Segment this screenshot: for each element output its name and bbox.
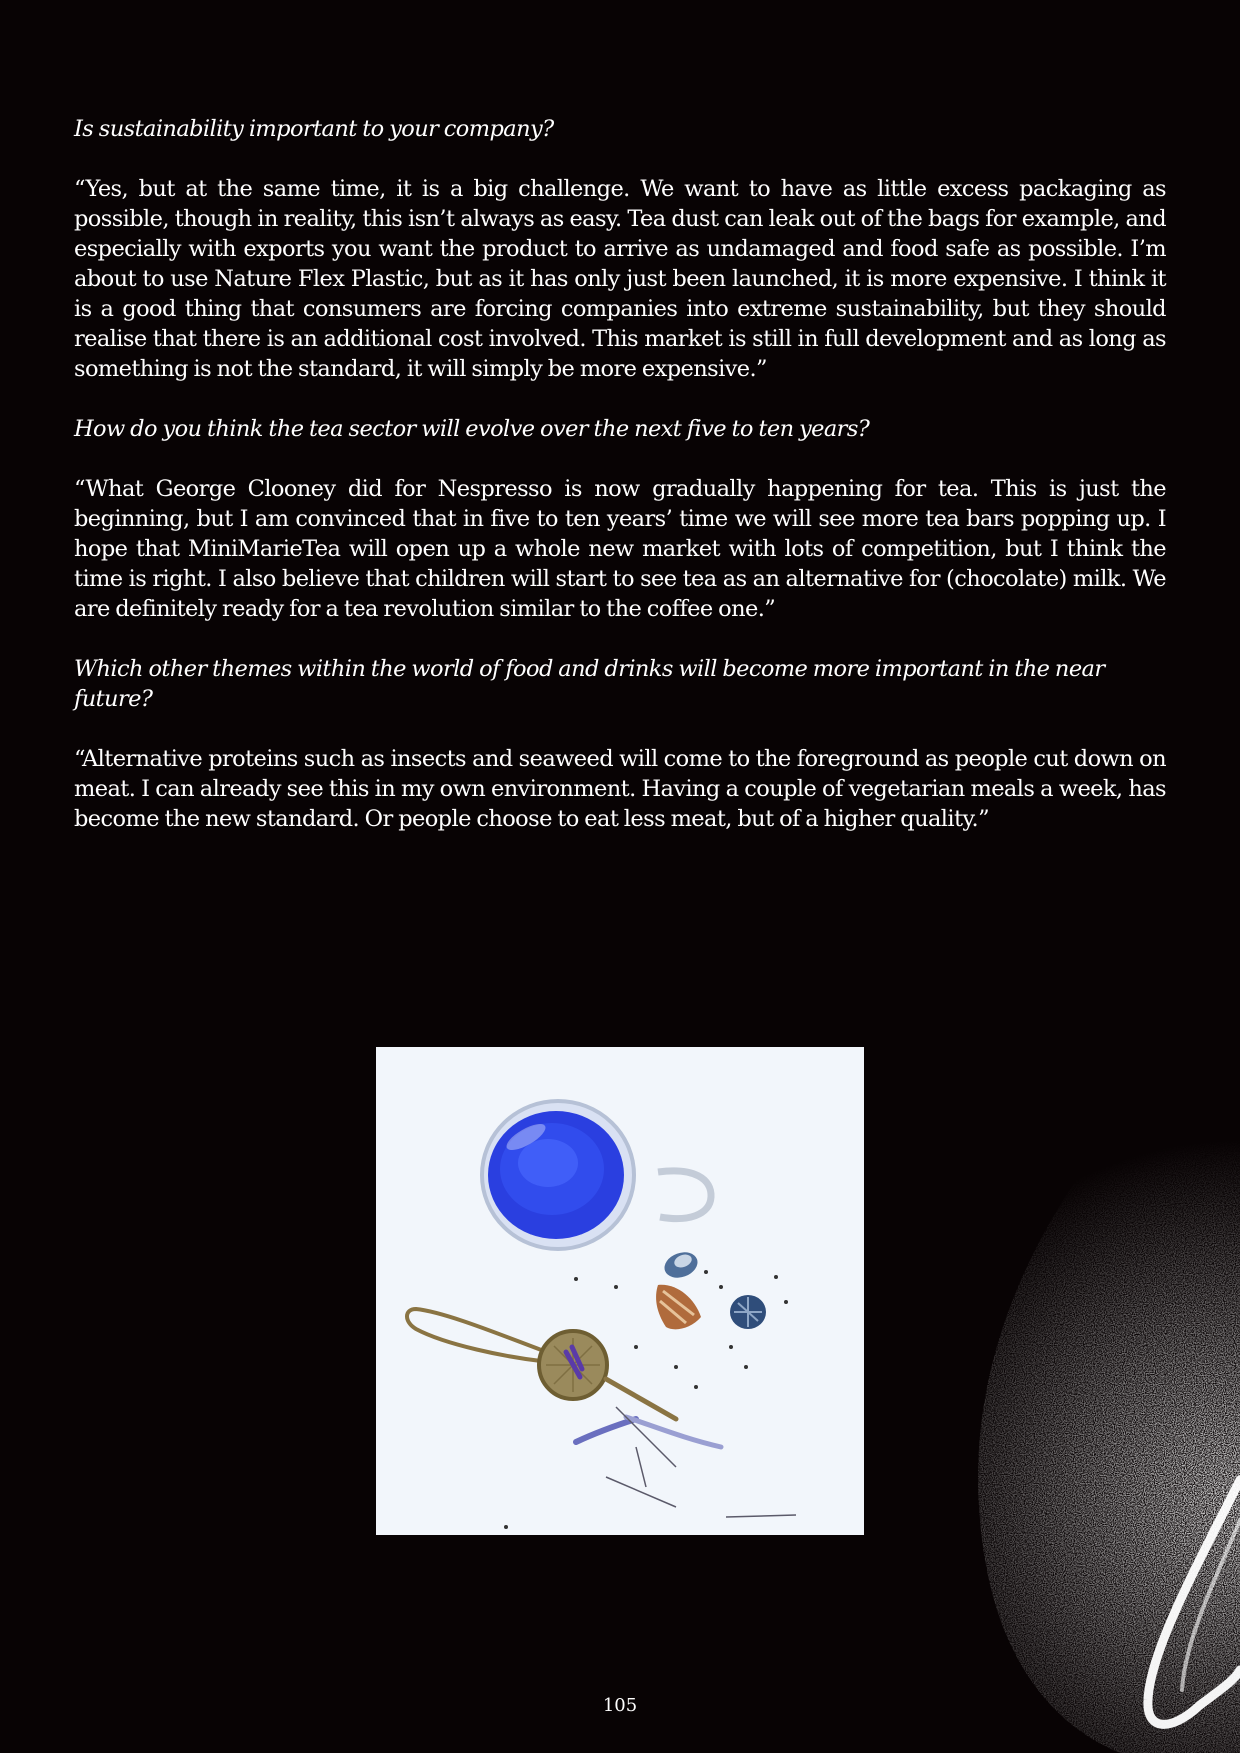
- tea-still-life-illustration: [376, 1047, 864, 1535]
- interview-question-2: How do you think the tea sector will evolve over the next five to ten years?: [74, 416, 870, 442]
- interview-answer-3: “Alternative proteins such as insects and seaweed will come to the foreground as people cut down on meat. I can already see this in my own environment. Having a couple of vegetarian meals a week, has become the new standard. Or people choose to eat less meat, but of a higher quality.”: [74, 746, 1166, 832]
- interview-question-1: Is sustainability important to your company?: [74, 116, 554, 142]
- interview-question-3: Which other themes within the world of food and drinks will become more important in the near future?: [74, 656, 1105, 712]
- interview-answer-1: “Yes, but at the same time, it is a big challenge. We want to have as little excess packaging as possible, though in reality, this isn’t always as easy. Tea dust can leak out of the bags for example, and especially with exports you want the product to arrive as undamaged and food safe as possible. I’m about to use Nature Flex Plastic, but as it has only just been launched, it is more expensive. I think it is a good thing that consumers are forcing companies into extreme sustainability, but they should realise that there is an additional cost involved. This market is still in full development and as long as something is not the standard, it will simply be more expensive.”: [74, 176, 1166, 382]
- page-number: 105: [602, 1695, 638, 1716]
- interview-answer-2: “What George Clooney did for Nespresso is now gradually happening for tea. This is just the beginning, but I am convinced that in five to ten years’ time we will see more tea bars popping up. I hope that MiniMarieTea will open up a whole new market with lots of competition, but I think the time is right. I also believe that children will start to see tea as an alternative for (chocolate) milk. We are definitely ready for a tea revolution similar to the coffee one.”: [74, 476, 1166, 622]
- article-body: [74, 114, 1166, 864]
- tea-photo: [376, 1047, 864, 1535]
